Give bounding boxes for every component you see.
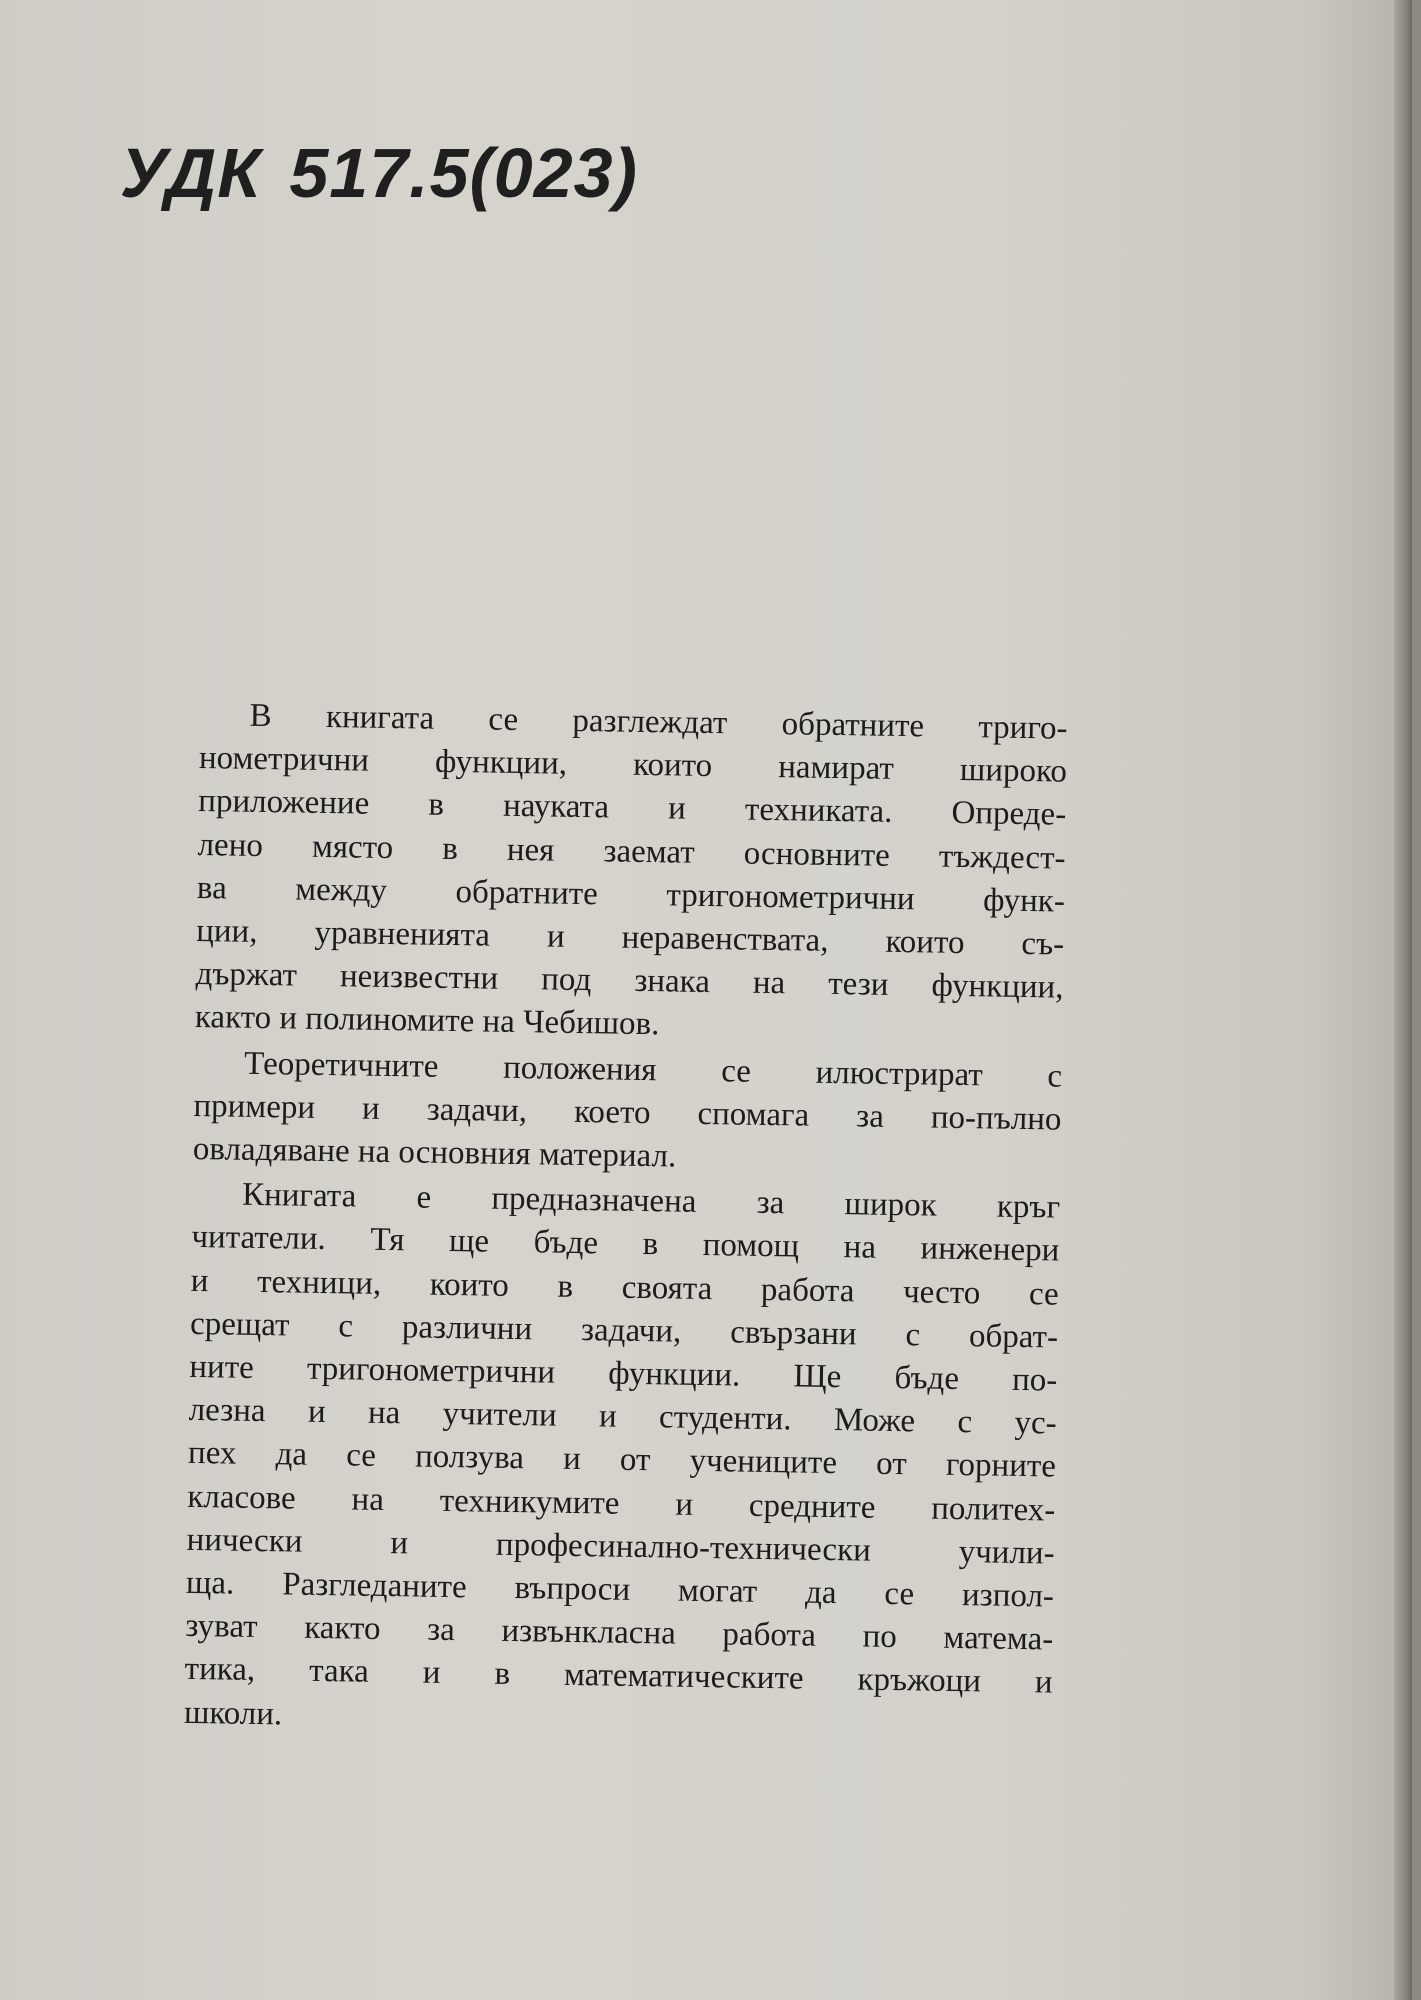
annotation-paragraph [193,1042,1063,1185]
text-line: читатели. Тя ще бъде в помощ на инженери [191,1219,1060,1270]
text-line: лезна и на учители и студенти. Може с ус- [188,1392,1057,1442]
text-line: пех да се ползува и от учениците от горните [187,1435,1057,1485]
page-edge [1394,0,1412,2000]
text-line: Теоретичните положения се илюстрират с [243,1045,1063,1095]
text-line: зуват както за извънкласна работа по матема- [185,1608,1054,1658]
text-line: срещат с различни задачи, свързани с обрат- [189,1305,1059,1356]
text-line: Книгата е предназначена за широк кръг [241,1176,1061,1226]
text-line: В книгата се разглеждат обратните триго- [249,697,1068,747]
udk-label: УДК [120,134,262,212]
udk-code: 517.5(023) [289,134,638,212]
text-line: ща. Разгледаните въпроси могат да се изпол- [185,1564,1055,1615]
text-line: нометрични функции, които намират широко [198,740,1068,790]
text-line: овладяване на основния материал. [192,1130,677,1175]
text-line: и техници, които в своята работа често се [190,1262,1059,1313]
annotation-paragraph [184,1173,1061,1748]
text-line: както и полиномите на Чебишов. [194,999,660,1043]
text-line: ва между обратните тригонометрични функ- [196,869,1066,920]
text-line: лено място в нея заемат основните тъждест- [197,826,1066,877]
udk-classification [120,134,638,212]
text-line: ции, уравненията и неравенствата, които съ- [195,912,1065,963]
annotation-paragraph [195,694,1068,1053]
text-line: ните тригонометрични функции. Ще бъде по- [189,1348,1058,1399]
text-line: нически и професинално-технически учили- [186,1521,1055,1572]
text-line: класове на техникумите и средните политех- [187,1478,1056,1529]
text-line: школи. [183,1694,283,1733]
text-line: държат неизвестни под знака на тези функции, [195,956,1064,1006]
text-line: примери и задачи, което спомага за по-пълно [193,1087,1062,1138]
text-line: тика, така и в математическите кръжоци и [184,1651,1053,1701]
text-line: приложение в науката и техниката. Опреде- [198,783,1067,834]
book-annotation [184,694,1068,1750]
